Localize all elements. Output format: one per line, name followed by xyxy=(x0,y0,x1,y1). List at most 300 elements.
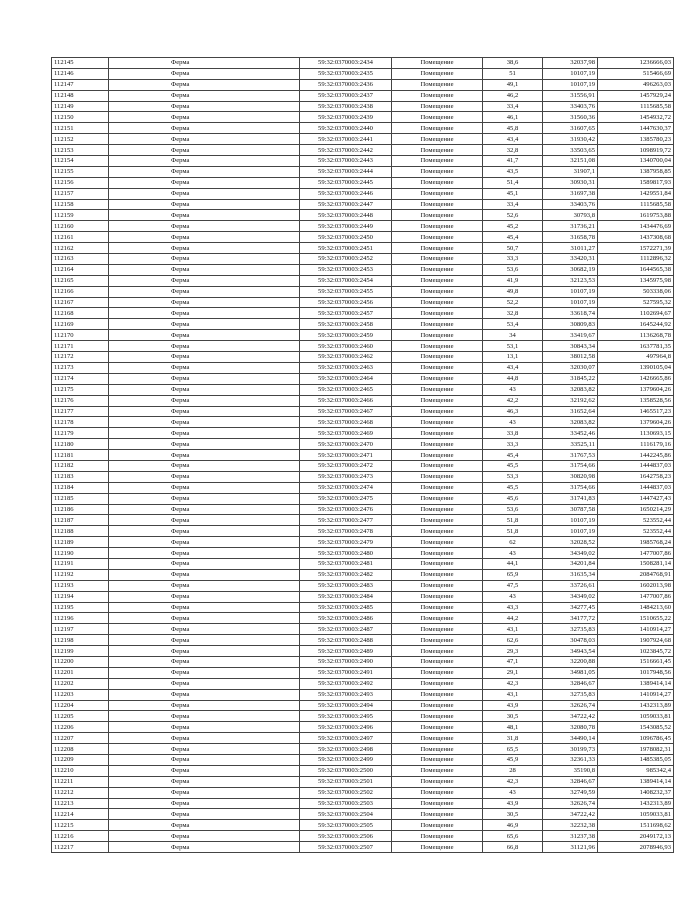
area-cell: 62 xyxy=(483,537,543,548)
cadastral-value-cell: 1059033,81 xyxy=(598,809,674,820)
object-type-cell: Помещение xyxy=(392,744,483,755)
owner-cell: Ферма xyxy=(109,722,300,733)
cadastral-number-cell: 59:32:0370003:2459 xyxy=(300,330,392,341)
area-cell: 28 xyxy=(483,765,543,776)
row-number-cell: 112182 xyxy=(52,460,109,471)
owner-cell: Ферма xyxy=(109,362,300,373)
cadastral-number-cell: 59:32:0370003:2448 xyxy=(300,210,392,221)
cadastral-number-cell: 59:32:0370003:2439 xyxy=(300,112,392,123)
table-row xyxy=(52,548,674,559)
cadastral-value-cell: 1432313,89 xyxy=(598,798,674,809)
unit-price-cell: 10107,19 xyxy=(543,515,598,526)
cadastral-value-cell: 1543085,52 xyxy=(598,722,674,733)
table-row xyxy=(52,755,674,766)
area-cell: 48,1 xyxy=(483,722,543,733)
area-cell: 65,5 xyxy=(483,744,543,755)
object-type-cell: Помещение xyxy=(392,482,483,493)
row-number-cell: 112185 xyxy=(52,493,109,504)
cadastral-number-cell: 59:32:0370003:2451 xyxy=(300,243,392,254)
unit-price-cell: 32735,83 xyxy=(543,689,598,700)
cadastral-value-cell: 1589817,93 xyxy=(598,177,674,188)
area-cell: 33,3 xyxy=(483,439,543,450)
object-type-cell: Помещение xyxy=(392,820,483,831)
table-row xyxy=(52,254,674,265)
table-row xyxy=(52,450,674,461)
cadastral-value-cell: 1432313,89 xyxy=(598,700,674,711)
owner-cell: Ферма xyxy=(109,613,300,624)
area-cell: 31,8 xyxy=(483,733,543,744)
cadastral-number-cell: 59:32:0370003:2507 xyxy=(300,842,392,853)
cadastral-value-cell: 1437308,68 xyxy=(598,232,674,243)
cadastral-number-cell: 59:32:0370003:2447 xyxy=(300,199,392,210)
object-type-cell: Помещение xyxy=(392,504,483,515)
table-row xyxy=(52,700,674,711)
area-cell: 50,7 xyxy=(483,243,543,254)
unit-price-cell: 30793,8 xyxy=(543,210,598,221)
table-row xyxy=(52,308,674,319)
owner-cell: Ферма xyxy=(109,395,300,406)
area-cell: 49,1 xyxy=(483,79,543,90)
cadastral-number-cell: 59:32:0370003:2469 xyxy=(300,428,392,439)
area-cell: 47,5 xyxy=(483,580,543,591)
cadastral-value-cell: 1511698,62 xyxy=(598,820,674,831)
row-number-cell: 112206 xyxy=(52,722,109,733)
row-number-cell: 112207 xyxy=(52,733,109,744)
cadastral-number-cell: 59:32:0370003:2501 xyxy=(300,776,392,787)
owner-cell: Ферма xyxy=(109,667,300,678)
owner-cell: Ферма xyxy=(109,232,300,243)
cadastral-value-cell: 1637781,35 xyxy=(598,341,674,352)
cadastral-number-cell: 59:32:0370003:2462 xyxy=(300,352,392,363)
cadastral-value-cell: 1650214,29 xyxy=(598,504,674,515)
object-type-cell: Помещение xyxy=(392,776,483,787)
row-number-cell: 112193 xyxy=(52,580,109,591)
cadastral-value-cell: 1516661,45 xyxy=(598,656,674,667)
row-number-cell: 112181 xyxy=(52,450,109,461)
object-type-cell: Помещение xyxy=(392,134,483,145)
unit-price-cell: 33420,31 xyxy=(543,254,598,265)
unit-price-cell: 10107,19 xyxy=(543,286,598,297)
area-cell: 42,3 xyxy=(483,776,543,787)
area-cell: 30,5 xyxy=(483,711,543,722)
row-number-cell: 112190 xyxy=(52,548,109,559)
table-row xyxy=(52,352,674,363)
unit-price-cell: 38012,58 xyxy=(543,352,598,363)
owner-cell: Ферма xyxy=(109,678,300,689)
owner-cell: Ферма xyxy=(109,820,300,831)
owner-cell: Ферма xyxy=(109,646,300,657)
row-number-cell: 112167 xyxy=(52,297,109,308)
owner-cell: Ферма xyxy=(109,755,300,766)
object-type-cell: Помещение xyxy=(392,188,483,199)
cadastral-value-cell: 1602013,98 xyxy=(598,580,674,591)
cadastral-number-cell: 59:32:0370003:2506 xyxy=(300,831,392,842)
cadastral-number-cell: 59:32:0370003:2457 xyxy=(300,308,392,319)
unit-price-cell: 34490,14 xyxy=(543,733,598,744)
unit-price-cell: 32083,82 xyxy=(543,384,598,395)
object-type-cell: Помещение xyxy=(392,537,483,548)
owner-cell: Ферма xyxy=(109,460,300,471)
unit-price-cell: 32846,67 xyxy=(543,776,598,787)
table-row xyxy=(52,787,674,798)
object-type-cell: Помещение xyxy=(392,439,483,450)
row-number-cell: 112163 xyxy=(52,254,109,265)
cadastral-number-cell: 59:32:0370003:2500 xyxy=(300,765,392,776)
object-type-cell: Помещение xyxy=(392,722,483,733)
table-row xyxy=(52,613,674,624)
cadastral-number-cell: 59:32:0370003:2494 xyxy=(300,700,392,711)
owner-cell: Ферма xyxy=(109,210,300,221)
object-type-cell: Помещение xyxy=(392,406,483,417)
cadastral-value-cell: 1434476,69 xyxy=(598,221,674,232)
area-cell: 44,2 xyxy=(483,613,543,624)
area-cell: 45,4 xyxy=(483,232,543,243)
unit-price-cell: 32080,78 xyxy=(543,722,598,733)
area-cell: 53,6 xyxy=(483,264,543,275)
area-cell: 43,1 xyxy=(483,624,543,635)
cadastral-number-cell: 59:32:0370003:2505 xyxy=(300,820,392,831)
area-cell: 46,1 xyxy=(483,112,543,123)
object-type-cell: Помещение xyxy=(392,831,483,842)
table-row xyxy=(52,58,674,69)
unit-price-cell: 34201,84 xyxy=(543,558,598,569)
owner-cell: Ферма xyxy=(109,221,300,232)
row-number-cell: 112188 xyxy=(52,526,109,537)
area-cell: 45,5 xyxy=(483,482,543,493)
row-number-cell: 112200 xyxy=(52,656,109,667)
cadastral-number-cell: 59:32:0370003:2475 xyxy=(300,493,392,504)
area-cell: 33,3 xyxy=(483,254,543,265)
table-row xyxy=(52,101,674,112)
table-row xyxy=(52,831,674,842)
row-number-cell: 112148 xyxy=(52,90,109,101)
table-row xyxy=(52,689,674,700)
unit-price-cell: 32037,98 xyxy=(543,58,598,69)
unit-price-cell: 31011,27 xyxy=(543,243,598,254)
unit-price-cell: 31907,1 xyxy=(543,166,598,177)
table-row xyxy=(52,504,674,515)
object-type-cell: Помещение xyxy=(392,602,483,613)
cadastral-value-cell: 1645244,92 xyxy=(598,319,674,330)
object-type-cell: Помещение xyxy=(392,373,483,384)
object-type-cell: Помещение xyxy=(392,711,483,722)
area-cell: 33,4 xyxy=(483,199,543,210)
table-row xyxy=(52,460,674,471)
row-number-cell: 112217 xyxy=(52,842,109,853)
owner-cell: Ферма xyxy=(109,199,300,210)
row-number-cell: 112169 xyxy=(52,319,109,330)
cadastral-number-cell: 59:32:0370003:2503 xyxy=(300,798,392,809)
cadastral-value-cell: 1508281,14 xyxy=(598,558,674,569)
row-number-cell: 112183 xyxy=(52,471,109,482)
cadastral-value-cell: 985342,4 xyxy=(598,765,674,776)
cadastral-number-cell: 59:32:0370003:2465 xyxy=(300,384,392,395)
cadastral-number-cell: 59:32:0370003:2498 xyxy=(300,744,392,755)
cadastral-number-cell: 59:32:0370003:2497 xyxy=(300,733,392,744)
object-type-cell: Помещение xyxy=(392,68,483,79)
cadastral-number-cell: 59:32:0370003:2446 xyxy=(300,188,392,199)
object-type-cell: Помещение xyxy=(392,101,483,112)
table-row xyxy=(52,428,674,439)
owner-cell: Ферма xyxy=(109,254,300,265)
row-number-cell: 112164 xyxy=(52,264,109,275)
unit-price-cell: 30930,31 xyxy=(543,177,598,188)
owner-cell: Ферма xyxy=(109,733,300,744)
object-type-cell: Помещение xyxy=(392,569,483,580)
row-number-cell: 112179 xyxy=(52,428,109,439)
object-type-cell: Помещение xyxy=(392,842,483,853)
table-row xyxy=(52,602,674,613)
cadastral-number-cell: 59:32:0370003:2493 xyxy=(300,689,392,700)
owner-cell: Ферма xyxy=(109,275,300,286)
cadastral-number-cell: 59:32:0370003:2478 xyxy=(300,526,392,537)
cadastral-value-cell: 1390105,04 xyxy=(598,362,674,373)
area-cell: 53,1 xyxy=(483,341,543,352)
unit-price-cell: 30820,98 xyxy=(543,471,598,482)
unit-price-cell: 32083,82 xyxy=(543,417,598,428)
object-type-cell: Помещение xyxy=(392,667,483,678)
row-number-cell: 112165 xyxy=(52,275,109,286)
cadastral-value-cell: 1447630,37 xyxy=(598,123,674,134)
cadastral-number-cell: 59:32:0370003:2484 xyxy=(300,591,392,602)
cadastral-number-cell: 59:32:0370003:2481 xyxy=(300,558,392,569)
unit-price-cell: 32361,33 xyxy=(543,755,598,766)
object-type-cell: Помещение xyxy=(392,232,483,243)
area-cell: 46,2 xyxy=(483,90,543,101)
area-cell: 46,3 xyxy=(483,406,543,417)
owner-cell: Ферма xyxy=(109,439,300,450)
cadastral-value-cell: 1485385,05 xyxy=(598,755,674,766)
cadastral-number-cell: 59:32:0370003:2491 xyxy=(300,667,392,678)
area-cell: 52,6 xyxy=(483,210,543,221)
row-number-cell: 112154 xyxy=(52,156,109,167)
table-row xyxy=(52,711,674,722)
table-row xyxy=(52,275,674,286)
cadastral-value-cell: 1017948,56 xyxy=(598,667,674,678)
cadastral-number-cell: 59:32:0370003:2456 xyxy=(300,297,392,308)
unit-price-cell: 31697,38 xyxy=(543,188,598,199)
cadastral-number-cell: 59:32:0370003:2489 xyxy=(300,646,392,657)
cadastral-number-cell: 59:32:0370003:2440 xyxy=(300,123,392,134)
table-row xyxy=(52,678,674,689)
owner-cell: Ферма xyxy=(109,166,300,177)
row-number-cell: 112205 xyxy=(52,711,109,722)
owner-cell: Ферма xyxy=(109,79,300,90)
cadastral-value-cell: 1444837,03 xyxy=(598,460,674,471)
cadastral-value-cell: 1385780,23 xyxy=(598,134,674,145)
row-number-cell: 112161 xyxy=(52,232,109,243)
owner-cell: Ферма xyxy=(109,711,300,722)
object-type-cell: Помещение xyxy=(392,58,483,69)
unit-price-cell: 33419,67 xyxy=(543,330,598,341)
table-row xyxy=(52,635,674,646)
table-row xyxy=(52,362,674,373)
cadastral-number-cell: 59:32:0370003:2495 xyxy=(300,711,392,722)
cadastral-value-cell: 497964,8 xyxy=(598,352,674,363)
cadastral-value-cell: 2049172,13 xyxy=(598,831,674,842)
cadastral-value-cell: 1410914,27 xyxy=(598,689,674,700)
cadastral-value-cell: 1447427,43 xyxy=(598,493,674,504)
owner-cell: Ферма xyxy=(109,689,300,700)
area-cell: 43 xyxy=(483,591,543,602)
area-cell: 43,5 xyxy=(483,166,543,177)
area-cell: 43,4 xyxy=(483,134,543,145)
area-cell: 53,4 xyxy=(483,319,543,330)
row-number-cell: 112166 xyxy=(52,286,109,297)
table-row xyxy=(52,471,674,482)
unit-price-cell: 32030,07 xyxy=(543,362,598,373)
owner-cell: Ферма xyxy=(109,744,300,755)
area-cell: 53,3 xyxy=(483,471,543,482)
owner-cell: Ферма xyxy=(109,515,300,526)
table-row xyxy=(52,809,674,820)
cadastral-number-cell: 59:32:0370003:2490 xyxy=(300,656,392,667)
unit-price-cell: 10107,19 xyxy=(543,526,598,537)
row-number-cell: 112176 xyxy=(52,395,109,406)
data-table xyxy=(51,57,674,853)
unit-price-cell: 30199,73 xyxy=(543,744,598,755)
table-row xyxy=(52,722,674,733)
area-cell: 51 xyxy=(483,68,543,79)
area-cell: 32,8 xyxy=(483,145,543,156)
row-number-cell: 112194 xyxy=(52,591,109,602)
area-cell: 51,8 xyxy=(483,526,543,537)
area-cell: 43 xyxy=(483,548,543,559)
row-number-cell: 112211 xyxy=(52,776,109,787)
cadastral-value-cell: 1510655,22 xyxy=(598,613,674,624)
object-type-cell: Помещение xyxy=(392,493,483,504)
owner-cell: Ферма xyxy=(109,482,300,493)
owner-cell: Ферма xyxy=(109,188,300,199)
cadastral-number-cell: 59:32:0370003:2486 xyxy=(300,613,392,624)
cadastral-value-cell: 1379604,26 xyxy=(598,417,674,428)
cadastral-value-cell: 1642758,23 xyxy=(598,471,674,482)
cadastral-number-cell: 59:32:0370003:2437 xyxy=(300,90,392,101)
cadastral-number-cell: 59:32:0370003:2466 xyxy=(300,395,392,406)
table-row xyxy=(52,493,674,504)
cadastral-number-cell: 59:32:0370003:2449 xyxy=(300,221,392,232)
cadastral-value-cell: 1978082,31 xyxy=(598,744,674,755)
row-number-cell: 112203 xyxy=(52,689,109,700)
cadastral-number-cell: 59:32:0370003:2482 xyxy=(300,569,392,580)
cadastral-value-cell: 1389414,14 xyxy=(598,776,674,787)
area-cell: 13,1 xyxy=(483,352,543,363)
table-row xyxy=(52,243,674,254)
cadastral-value-cell: 1115685,58 xyxy=(598,101,674,112)
area-cell: 47,1 xyxy=(483,656,543,667)
unit-price-cell: 35190,8 xyxy=(543,765,598,776)
cadastral-number-cell: 59:32:0370003:2474 xyxy=(300,482,392,493)
owner-cell: Ферма xyxy=(109,145,300,156)
cadastral-value-cell: 503338,06 xyxy=(598,286,674,297)
unit-price-cell: 10107,19 xyxy=(543,79,598,90)
area-cell: 33,8 xyxy=(483,428,543,439)
cadastral-value-cell: 1096786,45 xyxy=(598,733,674,744)
table-row xyxy=(52,820,674,831)
object-type-cell: Помещение xyxy=(392,656,483,667)
unit-price-cell: 30478,03 xyxy=(543,635,598,646)
cadastral-value-cell: 1457929,24 xyxy=(598,90,674,101)
row-number-cell: 112159 xyxy=(52,210,109,221)
cadastral-number-cell: 59:32:0370003:2458 xyxy=(300,319,392,330)
table-row xyxy=(52,373,674,384)
unit-price-cell: 30843,34 xyxy=(543,341,598,352)
owner-cell: Ферма xyxy=(109,700,300,711)
cadastral-value-cell: 1358528,56 xyxy=(598,395,674,406)
object-type-cell: Помещение xyxy=(392,646,483,657)
area-cell: 32,8 xyxy=(483,308,543,319)
owner-cell: Ферма xyxy=(109,798,300,809)
table-row xyxy=(52,156,674,167)
unit-price-cell: 32123,53 xyxy=(543,275,598,286)
row-number-cell: 112210 xyxy=(52,765,109,776)
cadastral-value-cell: 1442245,86 xyxy=(598,450,674,461)
cadastral-number-cell: 59:32:0370003:2434 xyxy=(300,58,392,69)
object-type-cell: Помещение xyxy=(392,624,483,635)
area-cell: 45,5 xyxy=(483,460,543,471)
table-row xyxy=(52,286,674,297)
unit-price-cell: 31736,21 xyxy=(543,221,598,232)
row-number-cell: 112156 xyxy=(52,177,109,188)
cadastral-number-cell: 59:32:0370003:2476 xyxy=(300,504,392,515)
unit-price-cell: 32192,62 xyxy=(543,395,598,406)
unit-price-cell: 32151,08 xyxy=(543,156,598,167)
area-cell: 45,8 xyxy=(483,123,543,134)
table-row xyxy=(52,417,674,428)
owner-cell: Ферма xyxy=(109,787,300,798)
cadastral-number-cell: 59:32:0370003:2471 xyxy=(300,450,392,461)
table-row xyxy=(52,765,674,776)
cadastral-number-cell: 59:32:0370003:2473 xyxy=(300,471,392,482)
cadastral-value-cell: 1387958,85 xyxy=(598,166,674,177)
object-type-cell: Помещение xyxy=(392,90,483,101)
area-cell: 33,4 xyxy=(483,101,543,112)
table-row xyxy=(52,624,674,635)
owner-cell: Ферма xyxy=(109,156,300,167)
owner-cell: Ферма xyxy=(109,308,300,319)
cadastral-value-cell: 1112896,32 xyxy=(598,254,674,265)
object-type-cell: Помещение xyxy=(392,591,483,602)
object-type-cell: Помещение xyxy=(392,275,483,286)
row-number-cell: 112204 xyxy=(52,700,109,711)
cadastral-value-cell: 1115685,58 xyxy=(598,199,674,210)
owner-cell: Ферма xyxy=(109,243,300,254)
table-row xyxy=(52,264,674,275)
table-row xyxy=(52,526,674,537)
owner-cell: Ферма xyxy=(109,591,300,602)
area-cell: 34 xyxy=(483,330,543,341)
row-number-cell: 112162 xyxy=(52,243,109,254)
owner-cell: Ферма xyxy=(109,101,300,112)
cadastral-value-cell: 1408232,37 xyxy=(598,787,674,798)
owner-cell: Ферма xyxy=(109,373,300,384)
cadastral-number-cell: 59:32:0370003:2436 xyxy=(300,79,392,90)
unit-price-cell: 31635,34 xyxy=(543,569,598,580)
unit-price-cell: 34943,54 xyxy=(543,646,598,657)
area-cell: 44,8 xyxy=(483,373,543,384)
object-type-cell: Помещение xyxy=(392,450,483,461)
area-cell: 44,1 xyxy=(483,558,543,569)
row-number-cell: 112155 xyxy=(52,166,109,177)
row-number-cell: 112198 xyxy=(52,635,109,646)
area-cell: 66,8 xyxy=(483,842,543,853)
cadastral-value-cell: 1340700,04 xyxy=(598,156,674,167)
table-row xyxy=(52,341,674,352)
unit-price-cell: 32232,38 xyxy=(543,820,598,831)
table-row xyxy=(52,199,674,210)
row-number-cell: 112171 xyxy=(52,341,109,352)
area-cell: 52,2 xyxy=(483,297,543,308)
